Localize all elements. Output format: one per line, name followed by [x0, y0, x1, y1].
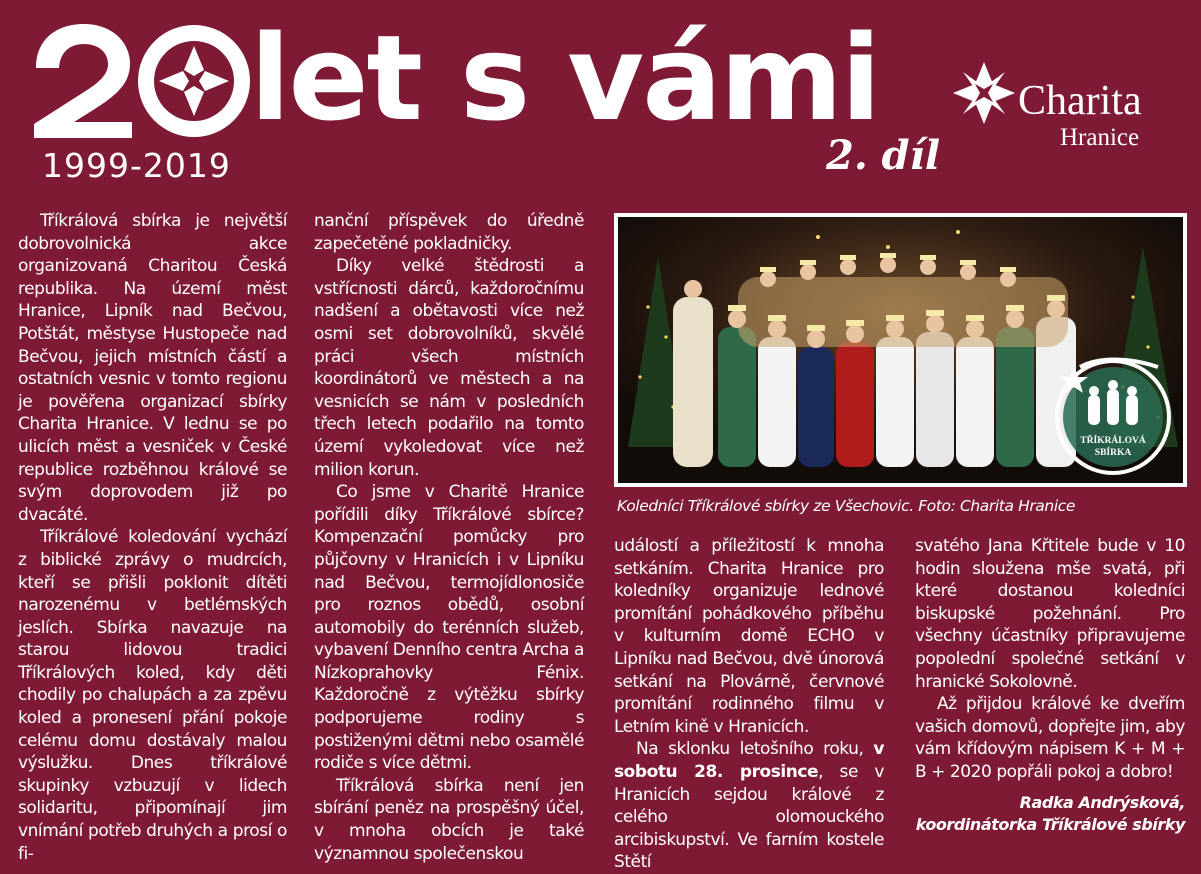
- photo-caption: Koledníci Tříkrálové sbírky ze Všechovic. Foto: Charita Hranice: [617, 497, 1075, 515]
- paragraph: Co jsme v Charitě Hranice pořídili díky Tříkrálové sbírce? Kompenzační pomůcky pro půjčovny v Hranicích i v Lipníku nad Bečvou, termojídlonosiče pro roznos obědů, osobní automobily do terénních služeb, vybavení Denního centra Archa a Nízkoprahovky Fénix. Každoročně z výtěžku sbírky podporujeme rodiny s postiženými dětmi nebo osamělé rodiče s více dětmi.: [314, 482, 584, 774]
- badge-text-1: TŘÍKRÁLOVÁ: [1080, 436, 1146, 446]
- logo-subtitle: Hranice: [1060, 124, 1140, 151]
- logo-name: Charita: [1018, 78, 1142, 124]
- caritas-cross-icon: [159, 46, 229, 116]
- badge-text-2: SBÍRKA: [1094, 448, 1132, 458]
- article-column-3: [614, 535, 884, 873]
- date-highlight: v sobotu 28. prosince: [614, 739, 884, 782]
- trikralova-sbirka-badge-icon: [1057, 360, 1169, 474]
- carolers-photo: [618, 217, 1183, 483]
- paragraph: událostí a příležitostí k mnoha setkáním. Charita Hranice pro koledníky organizuje lednové promítání pohádkového příběhu v kulturním domě ECHO v Lipníku nad Bečvou, dvě únorová setkání na Plovárně, červnové promítání rodinného filmu v Letním kině v Hranicích.: [614, 536, 884, 737]
- paragraph: svatého Jana Křtitele bude v 10 hodin sloužena mše svatá, při které dostanou koledníci biskupské požehnání. Pro všechny účastníky připravujeme popolední společné setkání v hranické Sokolovně.: [915, 536, 1185, 692]
- paragraph: [614, 738, 884, 874]
- text-run: Na sklonku letošního roku,: [636, 739, 864, 760]
- title-number-20: [28, 20, 243, 140]
- paragraph: Tříkrálová sbírka není jen sbírání peněz na prospěšný účel, v mnoha obcích je také významnou společenskou: [314, 775, 584, 864]
- paragraph: Až přijdou králové ke dveřím vašich domovů, dopřejte jim, aby vám křídovým nápisem K + M + B + 2020 popřáli pokoj a dobro!: [915, 694, 1185, 782]
- paragraph: nanční příspěvek do úředně zapečetěné pokladničky.: [314, 211, 584, 254]
- caritas-cross-icon: [953, 62, 1015, 124]
- article-column-4: [915, 535, 1185, 867]
- header-title: let s vámi: [250, 9, 880, 147]
- paragraph: Tříkrálová sbírka je největší dobrovolnická akce organizovaná Charitou Česká republika. Na území měst Hranice, Lipník nad Bečvou, Potštát, městyse Hustopeče nad Bečvou, jejich místních částí a ostatních vesnic v tomto regionu je pověřena organizací sbírky Charita Hranice. V lednu se po ulicích měst a vesniček v České republice rozběhnou králové se svým doprovodem již po dvacáté.: [18, 211, 287, 525]
- paragraph: Tříkrálové koledování vychází z biblické zprávy o mudrcích, kteří se přišli poklonit dítěti narozenému v betlémských jeslích. Sbírka navazuje na starou lidovou tradici Tříkrálových koled, kdy děti chodily po chalupách a za zpěvu koled a pronesení přání pokoje celému domu dostávaly malou výslužku. Dnes tříkrálové skupinky vzbuzují v lidech solidaritu, připomínají jim vnímání potřeb druhých a prosí o fi-: [18, 527, 287, 864]
- text-run: , se v Hranicích sejdou králové z celého olomouckého arcibiskupství. Ve farním kostele Stětí: [614, 761, 884, 873]
- article-column-1: [18, 210, 287, 865]
- header-part: 2. díl: [826, 132, 941, 179]
- paragraph: Díky velké štědrosti a vstřícnosti dárců, každoročnímu nadšení a obětavosti více než osmi set dobrovolníků, skvělé práci všech místních koordinátorů ve městech a na vesnicích se nám v posledních třech letech podařilo na tomto území vykoledovat více než milion korun.: [314, 256, 584, 480]
- header-years: 1999-2019: [42, 146, 231, 185]
- signature-name: Radka Andrýsková,: [1019, 792, 1185, 812]
- signature-role: koordinátorka Tříkrálové sbírky: [915, 815, 1185, 835]
- article-column-2-top: [314, 210, 584, 864]
